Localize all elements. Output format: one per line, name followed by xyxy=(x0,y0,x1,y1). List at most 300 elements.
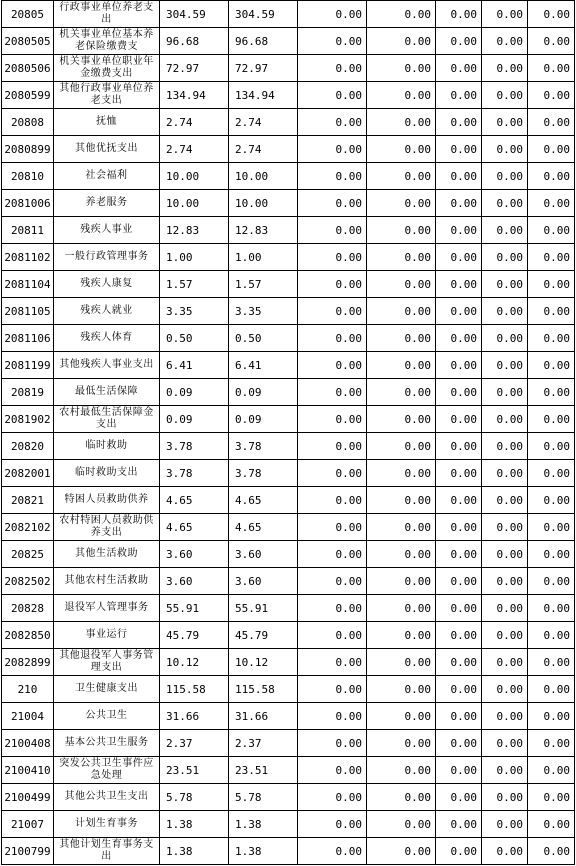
cell-c3: 0.00 xyxy=(298,298,367,325)
table-row xyxy=(2,325,575,352)
cell-c5: 0.00 xyxy=(436,514,482,541)
cell-total: 115.58 xyxy=(160,676,229,703)
cell-total: 1.57 xyxy=(160,271,229,298)
cell-c5: 0.00 xyxy=(436,55,482,82)
cell-c5: 0.00 xyxy=(436,163,482,190)
cell-c4: 0.00 xyxy=(367,757,436,784)
cell-c4: 0.00 xyxy=(367,541,436,568)
table-row xyxy=(2,811,575,838)
cell-code: 2081106 xyxy=(2,325,54,352)
cell-c7: 0.00 xyxy=(528,190,575,217)
cell-c4: 0.00 xyxy=(367,514,436,541)
cell-basic: 2.74 xyxy=(229,136,298,163)
cell-total: 2.37 xyxy=(160,730,229,757)
cell-c6: 0.00 xyxy=(482,298,528,325)
cell-basic: 115.58 xyxy=(229,676,298,703)
cell-code: 2081104 xyxy=(2,271,54,298)
cell-c6: 0.00 xyxy=(482,514,528,541)
cell-c5: 0.00 xyxy=(436,757,482,784)
budget-table xyxy=(1,0,575,865)
cell-code: 2080899 xyxy=(2,136,54,163)
table-row xyxy=(2,217,575,244)
cell-name: 最低生活保障 xyxy=(54,379,160,406)
cell-c7: 0.00 xyxy=(528,352,575,379)
cell-total: 6.41 xyxy=(160,352,229,379)
cell-c4: 0.00 xyxy=(367,82,436,109)
cell-basic: 0.50 xyxy=(229,325,298,352)
cell-c6: 0.00 xyxy=(482,487,528,514)
cell-name: 残疾人就业 xyxy=(54,298,160,325)
cell-c7: 0.00 xyxy=(528,217,575,244)
cell-total: 0.09 xyxy=(160,406,229,433)
cell-c7: 0.00 xyxy=(528,271,575,298)
cell-c3: 0.00 xyxy=(298,244,367,271)
cell-basic: 1.57 xyxy=(229,271,298,298)
cell-c4: 0.00 xyxy=(367,595,436,622)
cell-c6: 0.00 xyxy=(482,190,528,217)
cell-name: 行政事业单位养老支出 xyxy=(54,1,160,28)
cell-c3: 0.00 xyxy=(298,271,367,298)
cell-total: 134.94 xyxy=(160,82,229,109)
cell-c5: 0.00 xyxy=(436,784,482,811)
cell-c6: 0.00 xyxy=(482,82,528,109)
cell-c7: 0.00 xyxy=(528,784,575,811)
cell-basic: 31.66 xyxy=(229,703,298,730)
cell-c3: 0.00 xyxy=(298,136,367,163)
cell-name: 其他农村生活救助 xyxy=(54,568,160,595)
cell-c3: 0.00 xyxy=(298,730,367,757)
cell-basic: 5.78 xyxy=(229,784,298,811)
cell-c3: 0.00 xyxy=(298,541,367,568)
cell-c7: 0.00 xyxy=(528,460,575,487)
cell-c3: 0.00 xyxy=(298,190,367,217)
cell-c4: 0.00 xyxy=(367,730,436,757)
cell-code: 2082001 xyxy=(2,460,54,487)
cell-c7: 0.00 xyxy=(528,1,575,28)
cell-name: 其他残疾人事业支出 xyxy=(54,352,160,379)
table-row xyxy=(2,757,575,784)
cell-total: 55.91 xyxy=(160,595,229,622)
table-row xyxy=(2,730,575,757)
cell-c7: 0.00 xyxy=(528,622,575,649)
cell-c6: 0.00 xyxy=(482,811,528,838)
cell-c6: 0.00 xyxy=(482,757,528,784)
cell-c4: 0.00 xyxy=(367,136,436,163)
cell-basic: 12.83 xyxy=(229,217,298,244)
cell-c3: 0.00 xyxy=(298,28,367,55)
cell-c5: 0.00 xyxy=(436,325,482,352)
cell-code: 20808 xyxy=(2,109,54,136)
cell-c4: 0.00 xyxy=(367,271,436,298)
cell-c7: 0.00 xyxy=(528,703,575,730)
cell-c5: 0.00 xyxy=(436,838,482,865)
cell-total: 5.78 xyxy=(160,784,229,811)
cell-c4: 0.00 xyxy=(367,1,436,28)
cell-basic: 3.60 xyxy=(229,541,298,568)
cell-name: 一般行政管理事务 xyxy=(54,244,160,271)
cell-c6: 0.00 xyxy=(482,28,528,55)
table-row xyxy=(2,55,575,82)
cell-basic: 4.65 xyxy=(229,487,298,514)
cell-c4: 0.00 xyxy=(367,109,436,136)
cell-c4: 0.00 xyxy=(367,676,436,703)
cell-c4: 0.00 xyxy=(367,190,436,217)
cell-total: 3.78 xyxy=(160,433,229,460)
cell-c4: 0.00 xyxy=(367,28,436,55)
cell-name: 其他行政事业单位养老支出 xyxy=(54,82,160,109)
cell-total: 10.00 xyxy=(160,190,229,217)
cell-c3: 0.00 xyxy=(298,811,367,838)
cell-c6: 0.00 xyxy=(482,136,528,163)
cell-name: 卫生健康支出 xyxy=(54,676,160,703)
cell-c5: 0.00 xyxy=(436,217,482,244)
table-row xyxy=(2,622,575,649)
cell-c5: 0.00 xyxy=(436,244,482,271)
cell-c3: 0.00 xyxy=(298,325,367,352)
cell-c7: 0.00 xyxy=(528,406,575,433)
table-row xyxy=(2,406,575,433)
cell-total: 10.00 xyxy=(160,163,229,190)
table-row xyxy=(2,541,575,568)
cell-c4: 0.00 xyxy=(367,784,436,811)
cell-c6: 0.00 xyxy=(482,622,528,649)
cell-code: 20821 xyxy=(2,487,54,514)
cell-total: 3.60 xyxy=(160,568,229,595)
cell-c3: 0.00 xyxy=(298,487,367,514)
cell-c5: 0.00 xyxy=(436,190,482,217)
cell-name: 临时救助 xyxy=(54,433,160,460)
cell-total: 2.74 xyxy=(160,136,229,163)
cell-basic: 134.94 xyxy=(229,82,298,109)
cell-c6: 0.00 xyxy=(482,730,528,757)
cell-c6: 0.00 xyxy=(482,703,528,730)
cell-c6: 0.00 xyxy=(482,541,528,568)
cell-c6: 0.00 xyxy=(482,595,528,622)
cell-total: 96.68 xyxy=(160,28,229,55)
cell-total: 1.38 xyxy=(160,838,229,865)
cell-code: 20820 xyxy=(2,433,54,460)
cell-c3: 0.00 xyxy=(298,1,367,28)
cell-name: 养老服务 xyxy=(54,190,160,217)
cell-c4: 0.00 xyxy=(367,217,436,244)
cell-c4: 0.00 xyxy=(367,838,436,865)
cell-c3: 0.00 xyxy=(298,649,367,676)
table-row xyxy=(2,298,575,325)
cell-c5: 0.00 xyxy=(436,109,482,136)
cell-total: 1.00 xyxy=(160,244,229,271)
cell-c4: 0.00 xyxy=(367,811,436,838)
cell-c5: 0.00 xyxy=(436,703,482,730)
cell-c3: 0.00 xyxy=(298,55,367,82)
cell-name: 农村最低生活保障金支出 xyxy=(54,406,160,433)
table-row xyxy=(2,649,575,676)
cell-basic: 1.38 xyxy=(229,811,298,838)
cell-total: 10.12 xyxy=(160,649,229,676)
table-row xyxy=(2,379,575,406)
cell-c6: 0.00 xyxy=(482,433,528,460)
cell-basic: 1.00 xyxy=(229,244,298,271)
cell-code: 2082850 xyxy=(2,622,54,649)
cell-c3: 0.00 xyxy=(298,568,367,595)
cell-c3: 0.00 xyxy=(298,622,367,649)
cell-basic: 10.00 xyxy=(229,163,298,190)
cell-code: 20819 xyxy=(2,379,54,406)
table-row xyxy=(2,703,575,730)
cell-c4: 0.00 xyxy=(367,55,436,82)
cell-code: 20811 xyxy=(2,217,54,244)
table-row xyxy=(2,487,575,514)
cell-code: 2081102 xyxy=(2,244,54,271)
cell-c3: 0.00 xyxy=(298,163,367,190)
cell-name: 抚恤 xyxy=(54,109,160,136)
table-row xyxy=(2,1,575,28)
cell-c4: 0.00 xyxy=(367,352,436,379)
cell-code: 2100499 xyxy=(2,784,54,811)
cell-c5: 0.00 xyxy=(436,298,482,325)
cell-c7: 0.00 xyxy=(528,82,575,109)
cell-c4: 0.00 xyxy=(367,487,436,514)
cell-c6: 0.00 xyxy=(482,379,528,406)
cell-c7: 0.00 xyxy=(528,541,575,568)
cell-c4: 0.00 xyxy=(367,325,436,352)
cell-basic: 72.97 xyxy=(229,55,298,82)
cell-c5: 0.00 xyxy=(436,487,482,514)
cell-code: 20828 xyxy=(2,595,54,622)
cell-c7: 0.00 xyxy=(528,676,575,703)
cell-c3: 0.00 xyxy=(298,595,367,622)
cell-c3: 0.00 xyxy=(298,109,367,136)
cell-code: 20805 xyxy=(2,1,54,28)
cell-c7: 0.00 xyxy=(528,757,575,784)
cell-c7: 0.00 xyxy=(528,487,575,514)
table-row xyxy=(2,568,575,595)
cell-c4: 0.00 xyxy=(367,568,436,595)
cell-basic: 2.37 xyxy=(229,730,298,757)
cell-c4: 0.00 xyxy=(367,406,436,433)
cell-name: 退役军人管理事务 xyxy=(54,595,160,622)
cell-c5: 0.00 xyxy=(436,460,482,487)
cell-code: 2080599 xyxy=(2,82,54,109)
cell-c3: 0.00 xyxy=(298,217,367,244)
cell-name: 特困人员救助供养 xyxy=(54,487,160,514)
cell-c6: 0.00 xyxy=(482,1,528,28)
cell-c6: 0.00 xyxy=(482,406,528,433)
cell-c6: 0.00 xyxy=(482,163,528,190)
cell-c6: 0.00 xyxy=(482,568,528,595)
cell-total: 45.79 xyxy=(160,622,229,649)
cell-c5: 0.00 xyxy=(436,379,482,406)
cell-c5: 0.00 xyxy=(436,1,482,28)
cell-c4: 0.00 xyxy=(367,649,436,676)
cell-total: 31.66 xyxy=(160,703,229,730)
cell-basic: 304.59 xyxy=(229,1,298,28)
cell-basic: 0.09 xyxy=(229,406,298,433)
cell-total: 12.83 xyxy=(160,217,229,244)
cell-c5: 0.00 xyxy=(436,811,482,838)
cell-c5: 0.00 xyxy=(436,595,482,622)
table-row xyxy=(2,595,575,622)
cell-code: 2100799 xyxy=(2,838,54,865)
table-row xyxy=(2,190,575,217)
cell-basic: 23.51 xyxy=(229,757,298,784)
cell-code: 21004 xyxy=(2,703,54,730)
cell-name: 机关事业单位基本养老保险缴费支 xyxy=(54,28,160,55)
cell-total: 72.97 xyxy=(160,55,229,82)
cell-code: 2082102 xyxy=(2,514,54,541)
cell-basic: 96.68 xyxy=(229,28,298,55)
cell-name: 其他生活救助 xyxy=(54,541,160,568)
cell-code: 2100408 xyxy=(2,730,54,757)
cell-c5: 0.00 xyxy=(436,352,482,379)
cell-c6: 0.00 xyxy=(482,352,528,379)
cell-c6: 0.00 xyxy=(482,676,528,703)
cell-name: 残疾人体育 xyxy=(54,325,160,352)
cell-c6: 0.00 xyxy=(482,325,528,352)
cell-name: 残疾人康复 xyxy=(54,271,160,298)
cell-code: 20810 xyxy=(2,163,54,190)
cell-code: 21007 xyxy=(2,811,54,838)
cell-c5: 0.00 xyxy=(436,622,482,649)
cell-c4: 0.00 xyxy=(367,703,436,730)
cell-code: 2081105 xyxy=(2,298,54,325)
cell-c7: 0.00 xyxy=(528,514,575,541)
cell-code: 2081006 xyxy=(2,190,54,217)
cell-code: 2082899 xyxy=(2,649,54,676)
table-row xyxy=(2,82,575,109)
cell-total: 4.65 xyxy=(160,514,229,541)
cell-total: 3.78 xyxy=(160,460,229,487)
table-row xyxy=(2,460,575,487)
cell-total: 3.60 xyxy=(160,541,229,568)
cell-c7: 0.00 xyxy=(528,595,575,622)
table-row xyxy=(2,244,575,271)
table-row xyxy=(2,352,575,379)
cell-name: 其他计划生育事务支出 xyxy=(54,838,160,865)
cell-c7: 0.00 xyxy=(528,28,575,55)
cell-c5: 0.00 xyxy=(436,649,482,676)
cell-basic: 0.09 xyxy=(229,379,298,406)
cell-c3: 0.00 xyxy=(298,406,367,433)
cell-basic: 3.60 xyxy=(229,568,298,595)
cell-code: 2082502 xyxy=(2,568,54,595)
cell-c7: 0.00 xyxy=(528,649,575,676)
cell-c5: 0.00 xyxy=(436,271,482,298)
cell-c3: 0.00 xyxy=(298,352,367,379)
cell-name: 公共卫生 xyxy=(54,703,160,730)
cell-c5: 0.00 xyxy=(436,433,482,460)
cell-total: 4.65 xyxy=(160,487,229,514)
table-row xyxy=(2,433,575,460)
cell-basic: 45.79 xyxy=(229,622,298,649)
cell-name: 突发公共卫生事件应急处理 xyxy=(54,757,160,784)
cell-total: 304.59 xyxy=(160,1,229,28)
table-row xyxy=(2,676,575,703)
cell-c7: 0.00 xyxy=(528,298,575,325)
cell-c3: 0.00 xyxy=(298,703,367,730)
cell-c5: 0.00 xyxy=(436,136,482,163)
cell-c7: 0.00 xyxy=(528,811,575,838)
cell-c6: 0.00 xyxy=(482,838,528,865)
cell-basic: 3.78 xyxy=(229,460,298,487)
cell-c4: 0.00 xyxy=(367,622,436,649)
cell-c5: 0.00 xyxy=(436,28,482,55)
cell-basic: 2.74 xyxy=(229,109,298,136)
cell-c6: 0.00 xyxy=(482,460,528,487)
cell-c7: 0.00 xyxy=(528,109,575,136)
cell-name: 临时救助支出 xyxy=(54,460,160,487)
cell-name: 事业运行 xyxy=(54,622,160,649)
cell-c3: 0.00 xyxy=(298,757,367,784)
cell-c5: 0.00 xyxy=(436,82,482,109)
table-row xyxy=(2,514,575,541)
cell-c3: 0.00 xyxy=(298,379,367,406)
cell-total: 0.50 xyxy=(160,325,229,352)
table-body xyxy=(2,1,575,865)
cell-basic: 6.41 xyxy=(229,352,298,379)
cell-name: 基本公共卫生服务 xyxy=(54,730,160,757)
table-row xyxy=(2,271,575,298)
cell-c7: 0.00 xyxy=(528,136,575,163)
cell-c3: 0.00 xyxy=(298,460,367,487)
cell-name: 农村特困人员救助供养支出 xyxy=(54,514,160,541)
cell-code: 20825 xyxy=(2,541,54,568)
cell-c6: 0.00 xyxy=(482,649,528,676)
cell-c3: 0.00 xyxy=(298,82,367,109)
cell-c3: 0.00 xyxy=(298,784,367,811)
cell-name: 残疾人事业 xyxy=(54,217,160,244)
cell-c5: 0.00 xyxy=(436,541,482,568)
cell-c6: 0.00 xyxy=(482,109,528,136)
cell-basic: 1.38 xyxy=(229,838,298,865)
cell-basic: 3.35 xyxy=(229,298,298,325)
cell-c7: 0.00 xyxy=(528,325,575,352)
cell-c7: 0.00 xyxy=(528,730,575,757)
cell-c5: 0.00 xyxy=(436,406,482,433)
table-row xyxy=(2,109,575,136)
cell-code: 2100410 xyxy=(2,757,54,784)
cell-total: 3.35 xyxy=(160,298,229,325)
cell-c4: 0.00 xyxy=(367,244,436,271)
cell-c6: 0.00 xyxy=(482,55,528,82)
table-row xyxy=(2,838,575,865)
cell-basic: 3.78 xyxy=(229,433,298,460)
cell-c4: 0.00 xyxy=(367,433,436,460)
cell-c7: 0.00 xyxy=(528,433,575,460)
cell-code: 2080506 xyxy=(2,55,54,82)
cell-name: 其他公共卫生支出 xyxy=(54,784,160,811)
cell-code: 2080505 xyxy=(2,28,54,55)
cell-c5: 0.00 xyxy=(436,676,482,703)
cell-c3: 0.00 xyxy=(298,433,367,460)
cell-code: 2081902 xyxy=(2,406,54,433)
cell-name: 其他退役军人事务管理支出 xyxy=(54,649,160,676)
table-row xyxy=(2,136,575,163)
cell-c7: 0.00 xyxy=(528,568,575,595)
table-row xyxy=(2,784,575,811)
cell-c7: 0.00 xyxy=(528,838,575,865)
cell-basic: 10.00 xyxy=(229,190,298,217)
cell-c3: 0.00 xyxy=(298,676,367,703)
cell-c7: 0.00 xyxy=(528,163,575,190)
table-row xyxy=(2,163,575,190)
cell-c5: 0.00 xyxy=(436,568,482,595)
cell-c4: 0.00 xyxy=(367,163,436,190)
cell-c5: 0.00 xyxy=(436,730,482,757)
cell-code: 210 xyxy=(2,676,54,703)
cell-c4: 0.00 xyxy=(367,298,436,325)
cell-c7: 0.00 xyxy=(528,55,575,82)
cell-name: 机关事业单位职业年金缴费支出 xyxy=(54,55,160,82)
